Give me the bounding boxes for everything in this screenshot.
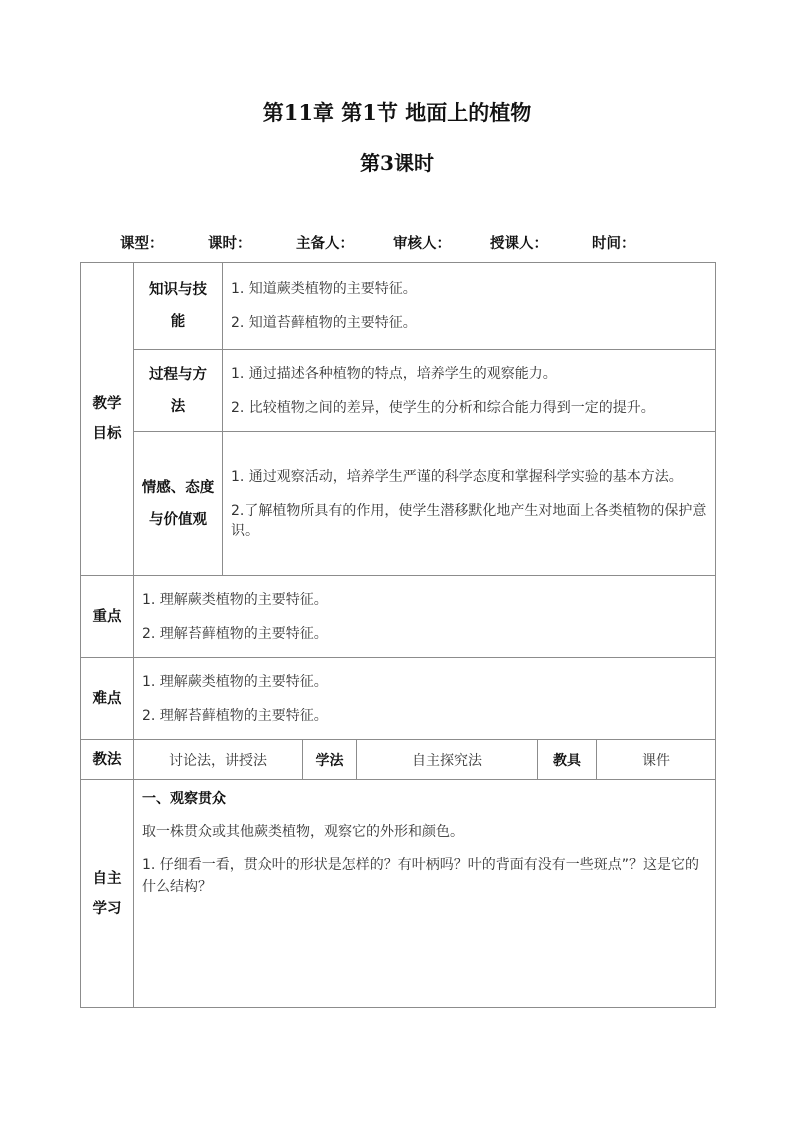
emotion-item-1: 1. 通过观察活动，培养学生严谨的科学态度和掌握科学实验的基本方法。 [231, 468, 683, 485]
page-title: 第11章 第1节 地面上的植物 [262, 100, 532, 125]
self-study-row [81, 780, 716, 1008]
meta-periods: 课时： [208, 236, 252, 252]
difficulty-item-1: 1. 理解蕨类植物的主要特征。 [142, 673, 328, 690]
emotion-content [223, 432, 716, 576]
self-study-paragraph-1: 取一株贯众或其他蕨类植物，观察它的外形和颜色。 [142, 824, 464, 840]
key-point-item-1: 1. 理解蕨类植物的主要特征。 [142, 591, 328, 608]
goals-label-line2: 目标 [92, 426, 122, 442]
teaching-tools-label: 教具 [538, 740, 597, 780]
lesson-plan-table [80, 262, 716, 1008]
self-study-paragraph-2: 1. 仔细看一看，贯众叶的形状是怎样的？有叶柄吗？叶的背面有没有一些斑点”？这是它的什么结构？ [142, 857, 700, 895]
emotion-label-cell [134, 432, 223, 576]
knowledge-item-1: 1. 知道蕨类植物的主要特征。 [231, 281, 417, 297]
teaching-tools-value: 课件 [597, 740, 716, 780]
goals-label-line1: 教学 [92, 396, 122, 412]
methods-row [81, 740, 716, 780]
difficulties-row [81, 658, 716, 740]
process-label-line2: 法 [170, 398, 186, 415]
key-point-item-2: 2. 理解苔藓植物的主要特征。 [142, 625, 328, 642]
self-study-content [134, 780, 716, 1008]
emotion-label-line2: 与价值观 [149, 511, 207, 528]
goal-row-emotion [81, 432, 716, 576]
difficulties-content [134, 658, 716, 740]
process-label-line1: 过程与方 [149, 366, 207, 383]
key-points-label: 重点 [81, 576, 134, 658]
emotion-item-2: 2.了解植物所具有的作用，使学生潜移默化地产生对地面上各类植物的保护意识。 [231, 502, 707, 539]
self-study-heading: 一、观察贯众 [142, 791, 226, 807]
knowledge-label-line1: 知识与技 [149, 282, 207, 298]
lesson-meta-row [0, 232, 794, 252]
goals-label-cell [81, 263, 134, 576]
meta-lesson-type: 课型： [120, 236, 164, 252]
meta-teacher: 授课人： [490, 236, 548, 252]
self-study-label-line1: 自主 [92, 870, 122, 887]
learning-method-label: 学法 [303, 740, 357, 780]
process-content [223, 350, 716, 432]
emotion-label-line1: 情感、态度 [141, 479, 215, 496]
learning-method-value: 自主探究法 [357, 740, 538, 780]
meta-preparer: 主备人： [296, 236, 354, 252]
key-points-row [81, 576, 716, 658]
process-label-cell [134, 350, 223, 432]
difficulty-item-2: 2. 理解苔藓植物的主要特征。 [142, 707, 328, 724]
process-item-2: 2. 比较植物之间的差异，使学生的分析和综合能力得到一定的提升。 [231, 399, 655, 416]
teaching-method-value: 讨论法，讲授法 [134, 740, 303, 780]
knowledge-label-cell [134, 263, 223, 350]
difficulties-label: 难点 [81, 658, 134, 740]
knowledge-content [223, 263, 716, 350]
page-subtitle: 第3课时 [360, 151, 434, 175]
meta-time: 时间： [592, 236, 636, 252]
process-item-1: 1. 通过描述各种植物的特点，培养学生的观察能力。 [231, 365, 557, 382]
key-points-content [134, 576, 716, 658]
goal-row-process [81, 350, 716, 432]
knowledge-label-line2: 能 [170, 314, 186, 330]
self-study-label-line2: 学习 [92, 900, 122, 917]
teaching-method-label: 教法 [81, 740, 134, 780]
knowledge-item-2: 2. 知道苔藓植物的主要特征。 [231, 315, 417, 331]
meta-reviewer: 审核人： [393, 236, 451, 252]
goal-row-knowledge [81, 263, 716, 350]
self-study-label-cell [81, 780, 134, 1008]
